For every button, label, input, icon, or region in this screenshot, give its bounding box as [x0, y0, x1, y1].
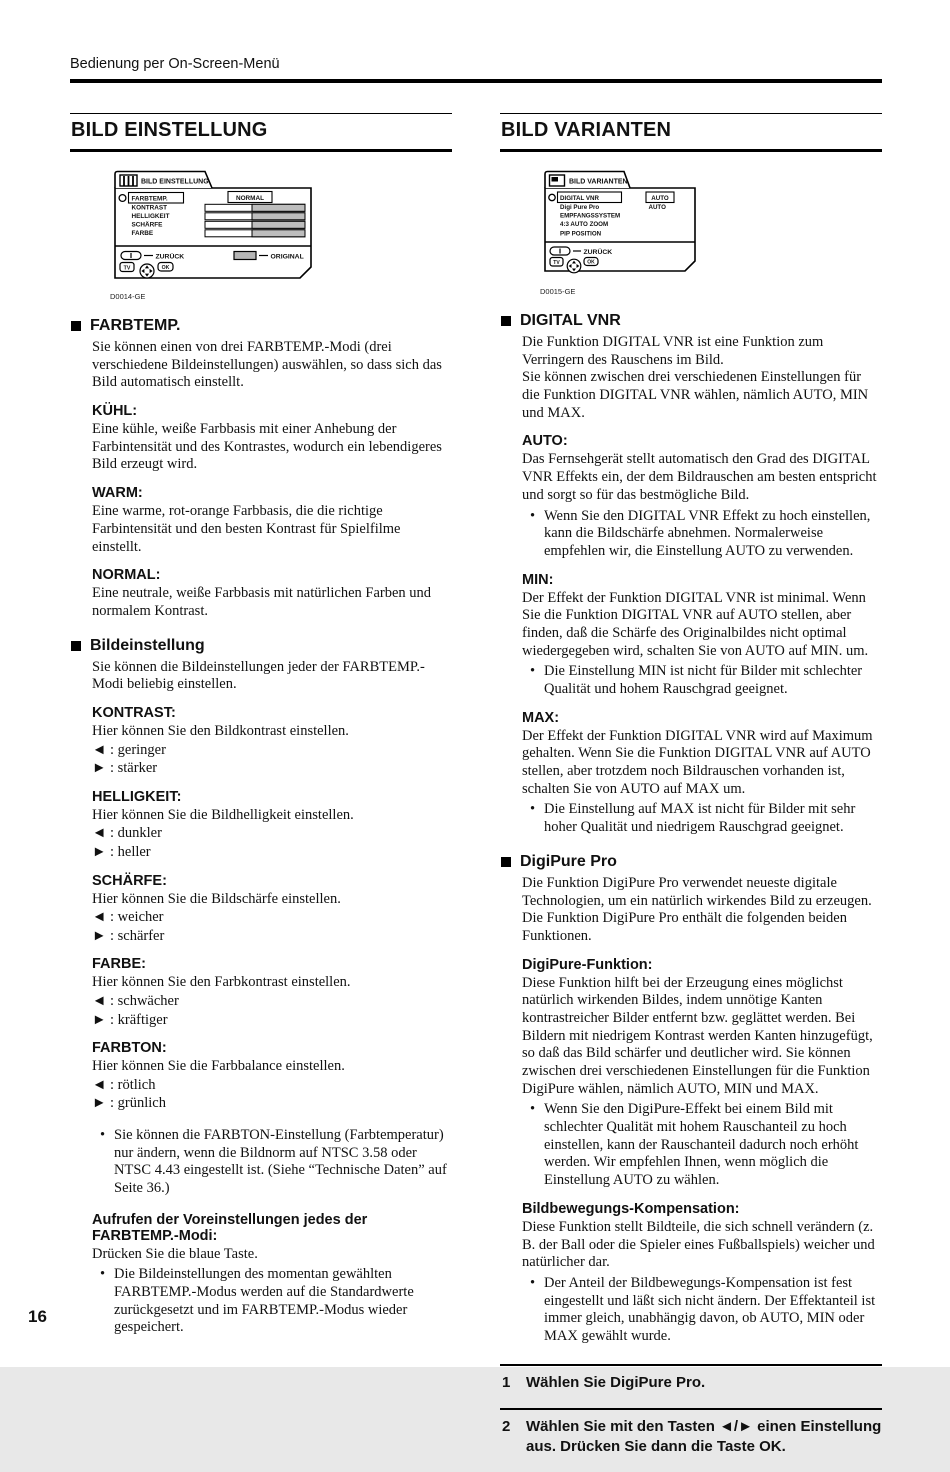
osd-item-farbe: FARBE: [131, 230, 154, 237]
selection-circle-icon: [119, 195, 126, 202]
osd-item-auto-zoom: 4:3 AUTO ZOOM: [560, 221, 609, 228]
mode-desc: Eine warme, rot-orange Farbbasis, die die richtige Farbintensität und den besten Kontrast für Spielfilme einstellt.: [92, 503, 401, 555]
osd-item-kontrast: KONTRAST: [131, 204, 168, 212]
bullet-icon: •: [530, 801, 536, 818]
note-item: [100, 1127, 452, 1198]
slider-kontrast: [205, 204, 305, 211]
preset-body: Drücken Sie die blaue Taste.: [92, 1245, 258, 1262]
control-heading: FARBE:: [92, 956, 146, 973]
control-desc: Hier können Sie die Farbbalance einstellen.: [92, 1058, 345, 1075]
ok-button-icon: [584, 258, 598, 266]
note-text: Die Einstellung MIN ist nicht für Bilder mit schlechter Qualität und hohem Rauschgrad geeignet.: [544, 663, 863, 697]
note-item: [530, 1101, 882, 1189]
osd-original-label: ORIGINAL: [270, 253, 304, 261]
osd-value-auto: AUTO: [651, 194, 669, 202]
dpad-icon: [140, 264, 154, 278]
control-heading: KONTRAST:: [92, 704, 176, 721]
control-increase: ► : kräftiger: [92, 1011, 168, 1028]
section-digipure-pro: [500, 853, 882, 1346]
section-bildeinstellung: [70, 637, 452, 1337]
osd-figure-bild-varianten: [540, 168, 882, 296]
section-heading-text: DIGITAL VNR: [520, 312, 621, 329]
mode-heading: MAX:: [522, 709, 560, 726]
osd-tab-title: BILD EINSTELLUNG: [141, 178, 209, 186]
svg-text:OK: OK: [161, 265, 170, 271]
preset-heading: Aufrufen der Voreinstellungen jedes der FARBTEMP.-Modi:: [92, 1211, 368, 1244]
section-heading-text: Bildeinstellung: [90, 636, 205, 654]
note-text: Der Anteil der Bildbewegungs-Kompensation ist fest eingestellt und läßt sich nicht ändern. Der Effektanteil ist immer gleich, unabhängig davon, ob AUTO, MIN oder MAX gewählt wurde.: [544, 1274, 876, 1344]
section-body: Sie können die Bildeinstellungen jeder der FARBTEMP.-Modi beliebig einstellen.: [92, 658, 425, 693]
osd-item-farbtemp: FARBTEMP.: [131, 195, 168, 203]
note-text: Wenn Sie den DIGITAL VNR Effekt zu hoch einstellen, kann die Bildschärfe abnehmen. Normalerweise empfehlen wir, die Einstellung AUTO zu verwenden.: [544, 507, 871, 559]
page-title-bild-varianten: BILD VARIANTEN: [500, 113, 882, 152]
selection-circle-icon: [549, 194, 555, 200]
section-body: Sie können zwischen drei verschiedenen Einstellungen für die Funktion DIGITAL VNR wählen, nämlich AUTO, MIN und MAX.: [522, 369, 869, 421]
tv-button-icon: [550, 258, 563, 267]
note-text: Die Bildeinstellungen des momentan gewählten FARBTEMP.-Modus werden auf die Standardwerte zurückgesetzt und im FARBTEMP.-Modus wieder gespeichert.: [114, 1266, 414, 1336]
step-number: 1: [502, 1373, 511, 1391]
mode-desc: Der Effekt der Funktion DIGITAL VNR wird auf Maximum gehalten. Wenn Sie die Funktion DIGITAL VNR auf AUTO stellen, aber trotzdem noch Bildrauschen vorhanden ist, schalten Sie von AUTO auf MAX um.: [522, 727, 873, 797]
control-heading: FARBTON:: [92, 1040, 167, 1057]
control-increase: ► : schärfer: [92, 927, 165, 944]
osd-item-digital-vnr: DIGITAL VNR: [560, 194, 599, 202]
monitor-icon: [120, 175, 137, 186]
svg-text:TV: TV: [123, 265, 131, 272]
monitor-icon: [550, 175, 565, 186]
mode-desc: Das Fernsehgerät stellt automatisch den Grad des DIGITAL VNR Effekts ein, der dem Bildrauschen am besten entspricht und sorgt so für das bestmögliche Bild.: [522, 451, 877, 503]
bullet-icon: •: [100, 1126, 106, 1143]
back-button-icon: [121, 252, 141, 260]
bullet-icon: •: [530, 1274, 536, 1291]
control-decrease: ◄ : rötlich: [92, 1076, 156, 1093]
control-heading: SCHÄRFE:: [92, 872, 167, 889]
section-heading: [500, 312, 882, 330]
osd-tab-title: BILD VARIANTEN: [569, 178, 628, 186]
control-decrease: ◄ : geringer: [92, 741, 166, 758]
mode-desc: Eine neutrale, weiße Farbbasis mit natürlichen Farben und normalem Kontrast.: [92, 585, 432, 619]
note-item: [530, 508, 882, 561]
bullet-icon: •: [530, 1101, 536, 1118]
svg-text:OK: OK: [587, 259, 595, 266]
mode-heading: NORMAL:: [92, 567, 161, 584]
bullet-icon: •: [530, 507, 536, 524]
square-bullet-icon: [501, 857, 511, 867]
mode-heading: WARM:: [92, 485, 143, 502]
original-button-icon: [234, 252, 256, 260]
two-column-layout: [70, 113, 882, 1472]
step-2: [500, 1408, 882, 1460]
mode-desc: Eine kühle, weiße Farbbasis mit einer Anhebung der Farbintensität und des Kontrastes, wodurch ein lebendigeres Bild erzeugt wird.: [92, 421, 442, 473]
section-heading: [500, 853, 882, 871]
bullet-icon: •: [530, 663, 536, 680]
osd-item-digipure: Digi Pure Pro: [560, 204, 600, 211]
left-column: [70, 113, 452, 1472]
osd-back-label: ZURÜCK: [155, 253, 185, 261]
sub-body: Diese Funktion stellt Bildteile, die sich schnell verändern (z. B. der Ball oder die Spieler eines Fußballspiels) weicher und natürlicher dar.: [522, 1218, 875, 1271]
note-text: Die Einstellung auf MAX ist nicht für Bilder mit sehr hoher Qualität und niedrigem Rauschgrad geeignet.: [544, 801, 856, 836]
right-column: [500, 113, 882, 1472]
control-decrease: ◄ : schwächer: [92, 992, 179, 1009]
header-rule: [70, 79, 882, 83]
ok-button-icon: [158, 263, 173, 272]
control-desc: Hier können Sie die Bildhelligkeit einstellen.: [92, 806, 354, 823]
osd-value-normal: NORMAL: [235, 195, 265, 202]
mode-heading: AUTO:: [522, 433, 568, 450]
square-bullet-icon: [71, 641, 81, 651]
control-increase: ► : grünlich: [92, 1095, 166, 1112]
bullet-icon: •: [100, 1266, 106, 1283]
note-item: [100, 1266, 452, 1337]
square-bullet-icon: [71, 321, 81, 331]
section-heading-text: DigiPure Pro: [520, 852, 617, 870]
mode-heading: MIN:: [522, 571, 554, 588]
section-farbtemp: [70, 317, 452, 621]
procedure-steps: [500, 1364, 882, 1461]
osd-item-empfangssystem: EMPFANGSSYSTEM: [560, 212, 621, 220]
section-heading: [70, 637, 452, 655]
step-1: [500, 1364, 882, 1397]
section-body: Sie können einen von drei FARBTEMP.-Modi (drei verschiedene Bildeinstellungen) auswählen, so dass sich das Bild automatisch einstellt.: [92, 339, 442, 391]
osd-back-label: ZURÜCK: [583, 248, 613, 256]
back-button-icon: [550, 247, 570, 255]
svg-text:TV: TV: [553, 260, 560, 266]
control-increase: ► : heller: [92, 843, 151, 860]
control-decrease: ◄ : weicher: [92, 909, 164, 926]
figure-caption: D0014-GE: [110, 292, 146, 301]
control-decrease: ◄ : dunkler: [92, 825, 162, 842]
mode-heading: KÜHL:: [92, 403, 138, 420]
osd-item-helligkeit: HELLIGKEIT: [131, 213, 170, 220]
page-title-bild-einstellung: BILD EINSTELLUNG: [70, 113, 452, 152]
sub-heading: Bildbewegungs-Kompensation:: [522, 1200, 740, 1217]
section-body: Die Funktion DigiPure Pro verwendet neueste digitale Technologien, um ein natürlich wirkendes Bild zu erzeugen. Die Funktion DigiPure Pro enthält die folgenden beiden Funktionen.: [522, 874, 872, 944]
section-digital-vnr: [500, 312, 882, 837]
osd-menu-graphic: [540, 168, 700, 281]
control-desc: Hier können Sie den Bildkontrast einstellen.: [92, 722, 349, 739]
section-body: Die Funktion DIGITAL VNR ist eine Funktion zum Verringern des Rauschens im Bild.: [522, 334, 824, 368]
osd-item-schaerfe: SCHÄRFE: [131, 221, 163, 229]
mode-desc: Der Effekt der Funktion DIGITAL VNR ist minimal. Wenn Sie die Funktion DIGITAL VNR auf AUTO stellen, aber finden, daß die Schärfe des Originalbildes nicht optimal wiedergegeben wird, schalten Sie von AUTO auf MIN. um.: [522, 589, 869, 659]
step-text: Wählen Sie DigiPure Pro.: [526, 1373, 706, 1391]
slider-farbe: [205, 230, 305, 237]
note-item: [530, 801, 882, 836]
dpad-icon: [567, 259, 581, 273]
control-heading: HELLIGKEIT:: [92, 788, 182, 805]
section-heading: [70, 317, 452, 335]
osd-value-auto-2: AUTO: [648, 204, 666, 211]
osd-figure-bild-einstellung: [110, 168, 452, 301]
note-text: Sie können die FARBTON-Einstellung (Farbtemperatur) nur ändern, wenn die Bildnorm auf NTSC 3.58 oder NTSC 4.43 eingestellt ist. (Siehe “Technische Daten” auf Seite 36.): [114, 1126, 447, 1196]
section-heading-text: FARBTEMP.: [90, 317, 181, 334]
slider-schaerfe: [205, 221, 305, 228]
sub-body: Diese Funktion hilft bei der Erzeugung eines möglichst natürlich wirkenden Bildes, indem unnötige Kanten kontrastreicher Bilder entfernt bzw. geglättet werden. Bei Bildern mit niedrigem Kontrast werden Kanten hinzugefügt, so daß das Bild schärfer und deutlicher wird. Sie können zwischen drei verschiedenen Einstellungen für die Funktion DigiPure wählen, nämlich AUTO, MIN und MAX.: [522, 974, 873, 1097]
osd-item-pip-position: PIP POSITION: [560, 230, 602, 238]
control-increase: ► : stärker: [92, 760, 158, 777]
note-item: [530, 663, 882, 698]
running-header: Bedienung per On-Screen-Menü: [70, 56, 280, 72]
page-number: 16: [28, 1307, 47, 1326]
step-number: 2: [502, 1418, 511, 1436]
note-item: [530, 1275, 882, 1346]
slider-helligkeit: [205, 213, 305, 220]
step-text: Wählen Sie mit den Tasten ◄/► einen Einstellung aus. Drücken Sie dann die Taste OK.: [526, 1418, 882, 1455]
osd-menu-graphic: [110, 168, 316, 286]
sub-heading: DigiPure-Funktion:: [522, 956, 653, 973]
square-bullet-icon: [501, 316, 511, 326]
tv-button-icon: [120, 263, 134, 272]
note-text: Wenn Sie den DigiPure-Effekt bei einem Bild mit schlechter Qualität mit hohem Rauschanteil zu hoch einstellen, kann der Rauschanteil dadurch noch erhöht werden. Wir empfehlen Ihnen, wenn möglich die Einstellung AUTO zu wählen.: [544, 1101, 859, 1189]
figure-caption: D0015-GE: [540, 287, 576, 296]
control-desc: Hier können Sie den Farbkontrast einstellen.: [92, 974, 351, 991]
control-desc: Hier können Sie die Bildschärfe einstellen.: [92, 890, 341, 907]
